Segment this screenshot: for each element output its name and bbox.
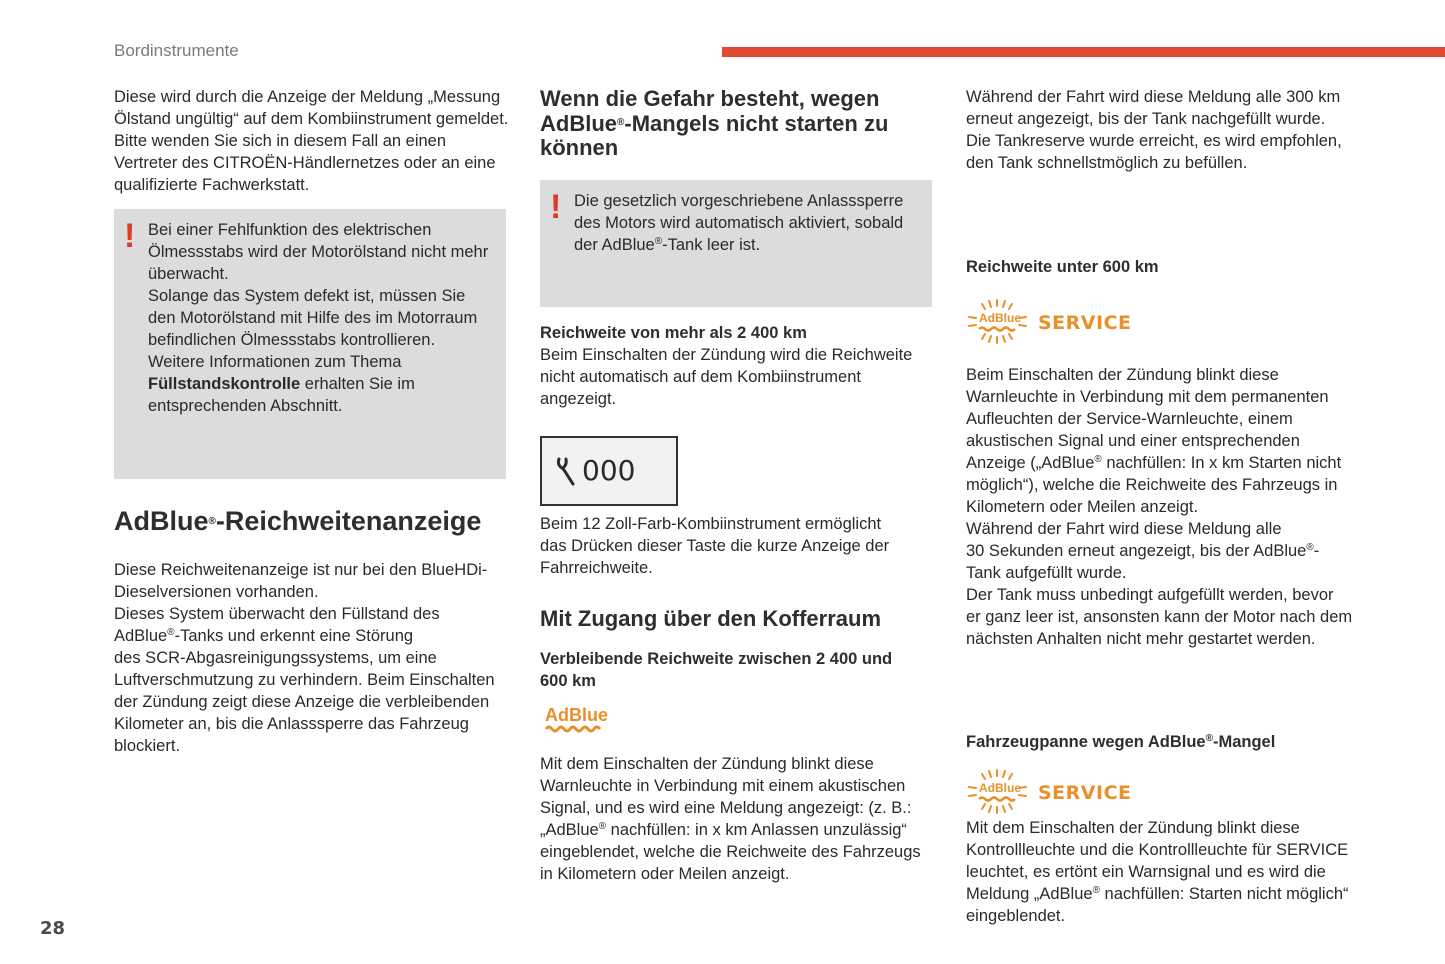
breakdown-title xyxy=(966,731,1275,753)
section-title: Bordinstrumente xyxy=(114,41,239,60)
wrench-icon xyxy=(554,456,580,486)
text-line xyxy=(966,540,1386,562)
text-line: akustischen Signal und einer entsprechenden xyxy=(966,432,1300,450)
range-display-readout xyxy=(554,454,635,487)
registered-mark: ® xyxy=(1306,542,1314,553)
range-2400-600-title xyxy=(540,648,940,692)
text-line: eingeblendet. xyxy=(966,907,1066,925)
text-line xyxy=(540,819,940,841)
note-line xyxy=(574,234,926,256)
text-line: Signal, und es wird eine Meldung angezeigt: (z. B.: xyxy=(540,799,912,817)
range-under-600-title: Reichweite unter 600 km xyxy=(966,258,1159,276)
text-line: Luftverschmutzung zu verhindern. Beim Einschalten xyxy=(114,671,495,689)
registered-mark: ® xyxy=(598,821,607,832)
registered-mark: ® xyxy=(654,236,663,247)
text-line: Dieses System überwacht den Füllstand des xyxy=(114,605,440,623)
note-line: entsprechenden Abschnitt. xyxy=(148,397,343,415)
note-line: Weitere Informationen zum Thema xyxy=(148,353,402,371)
registered-mark: ® xyxy=(167,627,175,638)
text-line xyxy=(966,883,1386,905)
range-under-600-body xyxy=(966,364,1386,650)
text-span: nachfüllen: Starten nicht möglich“ xyxy=(1099,885,1349,903)
adblue-icon-label: AdBlue xyxy=(545,705,608,725)
adblue-warning-light-icon xyxy=(545,705,608,734)
text-line: Warnleuchte in Verbindung mit einem akustischen xyxy=(540,777,906,795)
warning-exclamation-icon: ! xyxy=(124,217,136,255)
text-line: Bitte wenden Sie sich in diesem Fall an einen xyxy=(114,132,447,150)
text-line: Mit dem Einschalten der Zündung blinkt diese xyxy=(540,755,874,773)
text-span: Anzeige („AdBlue xyxy=(966,454,1095,472)
note-line: Bei einer Fehlfunktion des elektrischen xyxy=(148,221,432,239)
range-display-value: 000 xyxy=(582,454,636,487)
text-line: möglich“), welche die Reichweite des Fahrzeugs in xyxy=(966,476,1338,494)
note-line: überwacht. xyxy=(148,265,229,283)
note-line xyxy=(148,373,500,395)
text-line: Die Tankreserve wurde erreicht, es wird empfohlen, xyxy=(966,132,1342,150)
text-line: Diese Reichweitenanzeige ist nur bei den BlueHDi- xyxy=(114,561,488,579)
text-line: Ölstand ungültig“ auf dem Kombiinstrument gemeldet. xyxy=(114,110,509,128)
note-line: Ölmessstabs wird der Motorölstand nicht mehr xyxy=(148,243,489,261)
note-span: der AdBlue xyxy=(574,236,655,254)
text-line: den Tank schnellstmöglich zu befüllen. xyxy=(966,154,1248,172)
text-line: Während der Fahrt wird diese Meldung alle xyxy=(966,520,1282,538)
text-line: Vertreter des CITROËN-Händlernetzes oder an eine xyxy=(114,154,496,172)
heading-part: -Mangels nicht starten zu xyxy=(624,110,889,136)
text-line: Dieselversionen vorhanden. xyxy=(114,583,319,601)
text-line: Fahrreichweite. xyxy=(540,559,653,577)
text-line: erneut angezeigt, bis der Tank nachgefüllt wurde. xyxy=(966,110,1326,128)
registered-mark: ® xyxy=(1092,885,1100,896)
trunk-access-heading: Mit Zugang über den Kofferraum xyxy=(540,606,881,631)
header-accent-bar xyxy=(722,47,1445,57)
text-span: -Tanks und erkennt eine Störung xyxy=(174,627,414,645)
heading-part: AdBlue xyxy=(540,110,617,136)
range-2400-600-body xyxy=(540,753,940,885)
text-span: nachfüllen: In x km Starten nicht xyxy=(1101,454,1342,472)
title-line: 600 km xyxy=(540,672,596,690)
registered-mark: ® xyxy=(208,516,216,527)
adblue-service-warning-icon xyxy=(966,768,1132,814)
note-line: des Motors wird automatisch aktiviert, sobald xyxy=(574,214,904,232)
note-line: Die gesetzlich vorgeschriebene Anlasssperre xyxy=(574,192,904,210)
heading-line: Wenn die Gefahr besteht, wegen xyxy=(540,86,880,111)
text-line: nächsten Anhalten nicht mehr gestartet werden. xyxy=(966,630,1316,648)
heading-line xyxy=(540,112,940,137)
text-span: „AdBlue xyxy=(540,821,599,839)
text-line: Beim Einschalten der Zündung blinkt diese xyxy=(966,366,1279,384)
text-line: Warnleuchte in Verbindung mit dem permanenten xyxy=(966,388,1329,406)
text-line: er ganz leer ist, ansonsten kann der Motor nach dem xyxy=(966,608,1353,626)
text-line: Tank aufgefüllt wurde. xyxy=(966,564,1127,582)
text-line: Während der Fahrt wird diese Meldung alle 300 km xyxy=(966,88,1341,106)
adblue-range-heading xyxy=(114,506,514,536)
oil-level-intro xyxy=(114,86,514,196)
range-display-button xyxy=(540,436,678,506)
text-line: Beim 12 Zoll-Farb-Kombiinstrument ermöglicht xyxy=(540,515,882,533)
warning-exclamation-icon: ! xyxy=(550,188,562,226)
text-line: blockiert. xyxy=(114,737,181,755)
text-line: der Zündung zeigt diese Anzeige die verbleibenden xyxy=(114,693,490,711)
text-line: Aufleuchten der Service-Warnleuchte, einem xyxy=(966,410,1293,428)
note-span: -Tank leer ist. xyxy=(662,236,761,254)
text-span: 30 Sekunden erneut angezeigt, bis der AdBlue xyxy=(966,542,1307,560)
text-line: Kontrollleuchte und die Kontrollleuchte für SERVICE xyxy=(966,841,1349,859)
reserve-reached-intro xyxy=(966,86,1386,174)
text-line: leuchtet, es ertönt ein Warnsignal und es wird die xyxy=(966,863,1326,881)
breakdown-body xyxy=(966,817,1386,927)
note-line: befindlichen Ölmessstabs kontrollieren. xyxy=(148,331,436,349)
bold-term: Füllstandskontrolle xyxy=(148,375,301,393)
title-part: Fahrzeugpanne wegen AdBlue xyxy=(966,733,1206,751)
text-span: Meldung „AdBlue xyxy=(966,885,1093,903)
adblue-service-warning-icon xyxy=(966,298,1132,344)
heading-line: können xyxy=(540,135,619,160)
note-span: erhalten Sie im xyxy=(300,375,415,393)
text-line: in Kilometern oder Meilen anzeigt. xyxy=(540,865,790,883)
note-line: Solange das System defekt ist, müssen Sie xyxy=(148,287,466,305)
start-block-warning-note xyxy=(540,180,932,307)
text-line: eingeblendet, welche die Reichweite des Fahrzeugs xyxy=(540,843,921,861)
text-line: qualifizierte Fachwerkstatt. xyxy=(114,176,310,194)
text-span: AdBlue xyxy=(114,627,168,645)
title-line: Verbleibende Reichweite zwischen 2 400 und xyxy=(540,650,893,668)
text-line: Kilometer an, bis die Anlasssperre das Fahrzeug xyxy=(114,715,469,733)
text-span: - xyxy=(1313,542,1320,560)
text-span: nachfüllen: in x km Anlassen unzulässig“ xyxy=(606,821,907,839)
heading-part: AdBlue xyxy=(114,506,209,536)
text-line: das Drücken dieser Taste die kurze Anzeige der xyxy=(540,537,890,555)
adblue-icon-label: AdBlue xyxy=(979,311,1021,325)
text-line: Mit dem Einschalten der Zündung blinkt diese xyxy=(966,819,1300,837)
range-over-2400-title: Reichweite von mehr als 2 400 km xyxy=(540,324,807,342)
oil-dipstick-warning-note xyxy=(114,209,506,479)
text-line: Diese wird durch die Anzeige der Meldung „Messung xyxy=(114,88,501,106)
text-line: Der Tank muss unbedingt aufgefüllt werden, bevor xyxy=(966,586,1334,604)
registered-mark: ® xyxy=(1205,733,1213,744)
text-line xyxy=(114,625,514,647)
registered-mark: ® xyxy=(1094,454,1102,465)
color-cluster-note xyxy=(540,513,940,579)
range-over-2400-body xyxy=(540,344,940,410)
service-icon-label: SERVICE xyxy=(1038,312,1132,334)
text-line xyxy=(966,452,1386,474)
registered-mark: ® xyxy=(617,116,625,128)
text-line: des SCR-Abgasreinigungssystems, um eine xyxy=(114,649,437,667)
adblue-range-body xyxy=(114,559,514,757)
text-line: angezeigt. xyxy=(540,390,617,408)
page-number: 28 xyxy=(40,918,66,939)
text-line: nicht automatisch auf dem Kombiinstrument xyxy=(540,368,861,386)
text-line: Beim Einschalten der Zündung wird die Reichweite xyxy=(540,346,913,364)
service-icon-label: SERVICE xyxy=(1038,782,1132,804)
title-part: -Mangel xyxy=(1212,733,1276,751)
note-line: den Motorölstand mit Hilfe des im Motorraum xyxy=(148,309,478,327)
no-start-risk-heading xyxy=(540,87,940,161)
heading-part: -Reichweitenanzeige xyxy=(215,506,482,536)
adblue-icon-label: AdBlue xyxy=(979,781,1021,795)
text-line: Kilometern oder Meilen anzeigt. xyxy=(966,498,1199,516)
